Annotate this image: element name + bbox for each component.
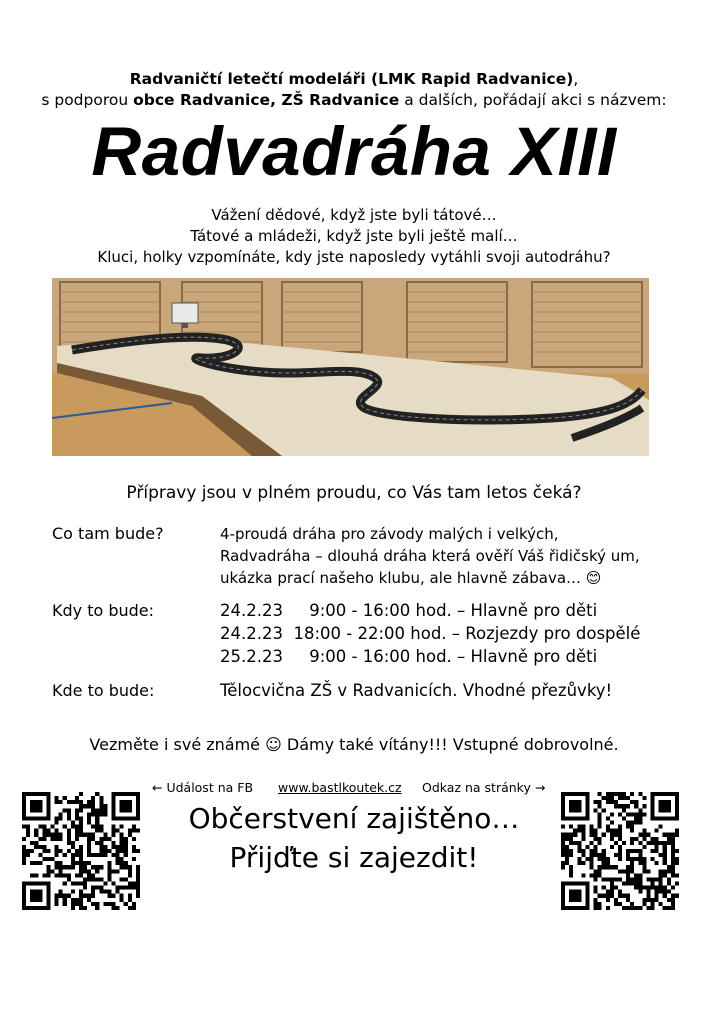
supporters: obce Radvanice, ZŠ Radvanice: [133, 91, 400, 109]
where-label: Kde to bude:: [52, 681, 155, 700]
poem-line: Tátové a mládeži, když jste byli ještě malí…: [190, 227, 518, 245]
intro-line-1: Radvaničtí letečtí modeláři (LMK Rapid Radvanice),: [129, 70, 579, 88]
intro-line-2: s podporou obce Radvanice, ZŠ Radvanice a dalších, pořádají akci s názvem:: [41, 91, 667, 109]
fb-event-qr-code[interactable]: [22, 792, 140, 910]
when-row: 24.2.23 18:00 - 22:00 hod. – Rozjezdy pro dospělé: [220, 624, 641, 643]
event-title: Radvadráha XIII: [91, 113, 617, 190]
bring-friends-text: Vezměte i své známé ☺ Dámy také vítány!!! Vstupné dobrovolné.: [89, 735, 619, 754]
when-label: Kdy to bude:: [52, 601, 155, 620]
come-ride-text: Přijďte si zajezdit!: [229, 841, 479, 874]
preparation-text: Přípravy jsou v plném proudu, co Vás tam letos čeká?: [126, 483, 582, 503]
website-qr-label: Odkaz na stránky →: [422, 780, 546, 795]
website-qr-code[interactable]: [561, 792, 679, 910]
what-line: Radvadráha – dlouhá dráha která ověří Váš řidičský um,: [220, 547, 640, 565]
poem-line: Vážení dědové, když jste byli tátové…: [211, 206, 497, 224]
smiley-icon: 😊: [585, 569, 602, 587]
poem-line: Kluci, holky vzpomínáte, kdy jste naposledy vytáhli svoji autodráhu?: [97, 248, 611, 266]
when-row: 24.2.23 9:00 - 16:00 hod. – Hlavně pro děti: [220, 601, 598, 620]
where-value: Tělocvična ZŠ v Radvanicích. Vhodné přezůvky!: [220, 681, 613, 700]
what-line: 4-proudá dráha pro závody malých i velkých,: [220, 525, 559, 543]
website-link[interactable]: www.bastlkoutek.cz: [278, 780, 402, 795]
refreshments-text: Občerstvení zajištěno…: [188, 802, 520, 835]
fb-event-link-label: ← Událost na FB: [152, 780, 254, 795]
when-row: 25.2.23 9:00 - 16:00 hod. – Hlavně pro děti: [220, 647, 598, 666]
what-label: Co tam bude?: [52, 524, 164, 543]
organizer-name: Radvaničtí letečtí modeláři (LMK Rapid Radvanice): [129, 70, 574, 88]
race-track-photo: [52, 278, 649, 456]
what-line: ukázka prací našeho klubu, ale hlavně zábava… 😊: [220, 569, 602, 587]
